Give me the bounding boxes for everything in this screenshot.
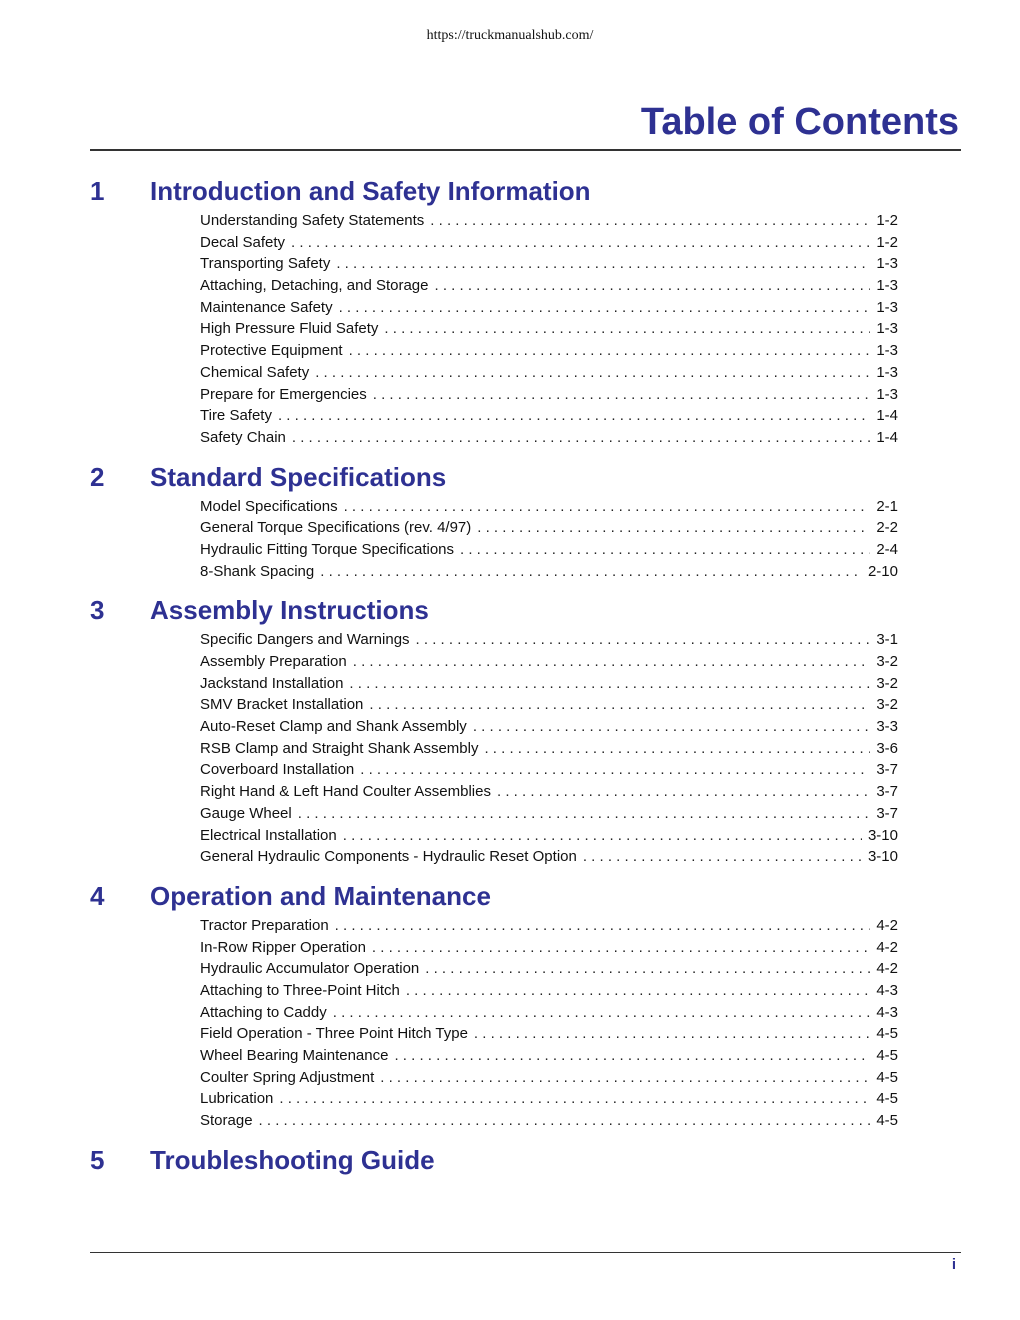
entry-page-number: 4-2 — [876, 960, 898, 978]
toc-entry[interactable] — [200, 1067, 898, 1089]
section-number: 1 — [90, 176, 105, 206]
entry-label: General Torque Specifications (rev. 4/97) — [200, 519, 472, 537]
section-title: Operation and Maintenance — [150, 880, 491, 911]
dot-leader — [320, 561, 862, 583]
toc-entry[interactable] — [200, 340, 898, 362]
toc-entry[interactable] — [200, 694, 898, 716]
dot-leader — [416, 629, 871, 651]
toc-entry[interactable] — [200, 846, 898, 868]
entry-page-number: 4-2 — [876, 938, 898, 956]
entry-page-number: 1-4 — [876, 428, 898, 446]
toc-entry[interactable] — [200, 1045, 898, 1067]
entry-page-number: 2-2 — [876, 519, 898, 537]
section-heading[interactable] — [90, 172, 898, 210]
entry-page-number: 3-2 — [876, 674, 898, 692]
toc-entry[interactable] — [200, 1110, 898, 1132]
toc-section-1 — [90, 172, 898, 449]
toc-entry[interactable] — [200, 825, 898, 847]
entry-page-number: 4-5 — [876, 1047, 898, 1064]
entry-label: Storage — [200, 1112, 253, 1130]
entry-label: Specific Dangers and Warnings — [200, 631, 410, 649]
toc-entry[interactable] — [200, 759, 898, 781]
entry-page-number: 2-10 — [867, 562, 898, 580]
dot-leader — [394, 1045, 870, 1067]
page-number: i — [951, 1256, 956, 1273]
entry-label: Hydraulic Fitting Torque Specifications — [200, 540, 455, 558]
toc-entry[interactable] — [200, 405, 898, 427]
toc-entry[interactable] — [200, 915, 898, 937]
entry-label: Attaching to Three-Point Hitch — [200, 981, 400, 999]
toc-entry[interactable] — [200, 958, 898, 980]
dot-leader — [349, 673, 870, 695]
dot-leader — [353, 651, 871, 673]
toc-entry[interactable] — [200, 384, 898, 406]
entry-page-number: 3-7 — [876, 783, 898, 801]
dot-leader — [343, 825, 862, 847]
entry-page-number: 1-3 — [876, 255, 898, 273]
dot-leader — [278, 405, 870, 427]
entry-label: Coulter Spring Adjustment — [200, 1068, 375, 1086]
entry-list — [90, 210, 898, 449]
entry-list — [90, 915, 898, 1132]
section-number: 5 — [90, 1144, 105, 1175]
entry-page-number: 1-4 — [876, 407, 898, 425]
section-title: Introduction and Safety Information — [150, 176, 591, 206]
toc-entry[interactable] — [200, 539, 898, 561]
dot-leader — [583, 846, 862, 868]
entry-page-number: 1-3 — [876, 298, 898, 316]
toc-entry[interactable] — [200, 232, 898, 254]
dot-leader — [435, 275, 871, 297]
dot-leader — [369, 694, 870, 716]
entry-page-number: 1-3 — [876, 320, 898, 338]
toc-entry[interactable] — [200, 297, 898, 319]
toc-entry[interactable] — [200, 738, 898, 760]
entry-page-number: 3-2 — [876, 653, 898, 670]
toc-entry[interactable] — [200, 1002, 898, 1024]
dot-leader — [339, 297, 871, 319]
toc-entry[interactable] — [200, 651, 898, 673]
toc-entry[interactable] — [200, 980, 898, 1002]
entry-label: Wheel Bearing Maintenance — [200, 1047, 389, 1064]
entry-page-number: 2-4 — [876, 540, 898, 558]
dot-leader — [315, 362, 870, 384]
dot-leader — [384, 318, 870, 340]
toc-entry[interactable] — [200, 210, 898, 232]
dot-leader — [344, 496, 871, 518]
toc-entry[interactable] — [200, 803, 898, 825]
entry-label: Understanding Safety Statements — [200, 212, 425, 229]
entry-page-number: 2-1 — [876, 497, 898, 515]
entry-page-number: 4-5 — [876, 1090, 898, 1108]
dot-leader — [298, 803, 871, 825]
toc-entry[interactable] — [200, 673, 898, 695]
toc-entry[interactable] — [200, 561, 898, 583]
title-divider — [90, 149, 961, 151]
dot-leader — [360, 759, 870, 781]
section-number: 2 — [90, 461, 105, 492]
toc-section-4 — [90, 877, 898, 1132]
dot-leader — [349, 340, 871, 362]
toc-section-5 — [90, 1141, 898, 1179]
entry-page-number: 1-3 — [876, 363, 898, 381]
entry-page-number: 3-10 — [867, 826, 898, 844]
entry-label: Protective Equipment — [200, 342, 343, 360]
entry-page-number: 4-5 — [876, 1025, 898, 1043]
toc-entry[interactable] — [200, 275, 898, 297]
section-title: Standard Specifications — [150, 461, 447, 492]
entry-page-number: 4-3 — [876, 1003, 898, 1021]
dot-leader — [460, 539, 870, 561]
entry-label: In-Row Ripper Operation — [200, 938, 366, 956]
toc-entry[interactable] — [200, 1023, 898, 1045]
entry-label: Lubrication — [200, 1090, 274, 1108]
entry-label: High Pressure Fluid Safety — [200, 320, 379, 338]
toc-entry[interactable] — [200, 629, 898, 651]
entry-page-number: 3-10 — [867, 848, 898, 866]
entry-label: Prepare for Emergencies — [200, 385, 367, 403]
entry-label: Decal Safety — [200, 233, 286, 251]
dot-leader — [473, 716, 871, 738]
toc-entry[interactable] — [200, 427, 898, 449]
dot-leader — [406, 980, 870, 1002]
entry-page-number: 3-1 — [876, 631, 898, 649]
dot-leader — [484, 738, 870, 760]
entry-page-number: 4-2 — [876, 916, 898, 934]
entry-page-number: 3-7 — [876, 804, 898, 822]
entry-list — [90, 629, 898, 868]
section-heading[interactable] — [90, 591, 898, 629]
entry-label: Gauge Wheel — [200, 804, 292, 822]
entry-label: 8-Shank Spacing — [200, 562, 315, 580]
dot-leader — [291, 232, 870, 254]
entry-label: Chemical Safety — [200, 363, 310, 381]
dot-leader — [292, 427, 870, 449]
toc-entry[interactable] — [200, 318, 898, 340]
table-of-contents — [90, 172, 898, 1188]
section-title: Troubleshooting Guide — [150, 1144, 435, 1175]
dot-leader — [373, 384, 871, 406]
toc-entry[interactable] — [200, 362, 898, 384]
section-heading[interactable] — [90, 1141, 898, 1179]
entry-label: SMV Bracket Installation — [200, 696, 364, 714]
toc-entry[interactable] — [200, 253, 898, 275]
source-url: https://truckmanualshub.com/ — [426, 28, 594, 43]
entry-page-number: 1-3 — [876, 342, 898, 360]
entry-label: Hydraulic Accumulator Operation — [200, 960, 420, 978]
section-number: 3 — [90, 595, 105, 626]
entry-label: Attaching, Detaching, and Storage — [200, 277, 429, 295]
entry-label: Assembly Preparation — [200, 653, 347, 670]
entry-page-number: 3-6 — [876, 739, 898, 757]
dot-leader — [430, 210, 870, 232]
entry-page-number: 1-3 — [876, 385, 898, 403]
section-title: Assembly Instructions — [150, 595, 429, 626]
dot-leader — [333, 1002, 871, 1024]
entry-list — [90, 496, 898, 583]
entry-label: Coverboard Installation — [200, 761, 355, 779]
entry-label: Jackstand Installation — [200, 674, 344, 692]
toc-section-2 — [90, 458, 898, 583]
entry-label: Transporting Safety — [200, 255, 331, 273]
toc-entry[interactable] — [200, 716, 898, 738]
dot-leader — [279, 1088, 870, 1110]
entry-label: Auto-Reset Clamp and Shank Assembly — [200, 718, 467, 736]
entry-label: Model Specifications — [200, 497, 338, 515]
page-title: Table of Contents — [640, 101, 959, 143]
entry-page-number: 3-7 — [876, 761, 898, 779]
entry-label: Attaching to Caddy — [200, 1003, 327, 1021]
entry-page-number: 4-3 — [876, 981, 898, 999]
dot-leader — [477, 517, 870, 539]
dot-leader — [336, 253, 870, 275]
dot-leader — [474, 1023, 870, 1045]
entry-label: Right Hand & Left Hand Coulter Assemblies — [200, 783, 491, 801]
entry-label: Safety Chain — [200, 428, 286, 446]
toc-section-3 — [90, 591, 898, 868]
entry-page-number: 3-2 — [876, 696, 898, 714]
entry-page-number: 3-3 — [876, 718, 898, 736]
dot-leader — [425, 958, 870, 980]
toc-entry[interactable] — [200, 781, 898, 803]
section-heading[interactable] — [90, 458, 898, 496]
entry-label: General Hydraulic Components - Hydraulic Reset Option — [200, 848, 577, 866]
section-number: 4 — [90, 880, 105, 911]
entry-page-number: 4-5 — [876, 1068, 898, 1086]
dot-leader — [259, 1110, 871, 1132]
entry-label: Maintenance Safety — [200, 298, 333, 316]
entry-label: Field Operation - Three Point Hitch Type — [200, 1025, 468, 1043]
entry-page-number: 1-3 — [876, 277, 898, 295]
entry-label: Tire Safety — [200, 407, 272, 425]
entry-label: Electrical Installation — [200, 826, 337, 844]
entry-page-number: 1-2 — [876, 212, 898, 229]
entry-label: Tractor Preparation — [200, 916, 329, 934]
dot-leader — [372, 937, 870, 959]
dot-leader — [335, 915, 871, 937]
toc-entry[interactable] — [200, 937, 898, 959]
footer-divider — [90, 1252, 961, 1253]
dot-leader — [497, 781, 870, 803]
dot-leader — [380, 1067, 870, 1089]
entry-page-number: 1-2 — [876, 233, 898, 251]
toc-entry[interactable] — [200, 496, 898, 518]
toc-entry[interactable] — [200, 1088, 898, 1110]
section-heading[interactable] — [90, 877, 898, 915]
toc-entry[interactable] — [200, 517, 898, 539]
entry-page-number: 4-5 — [876, 1112, 898, 1130]
entry-label: RSB Clamp and Straight Shank Assembly — [200, 739, 479, 757]
